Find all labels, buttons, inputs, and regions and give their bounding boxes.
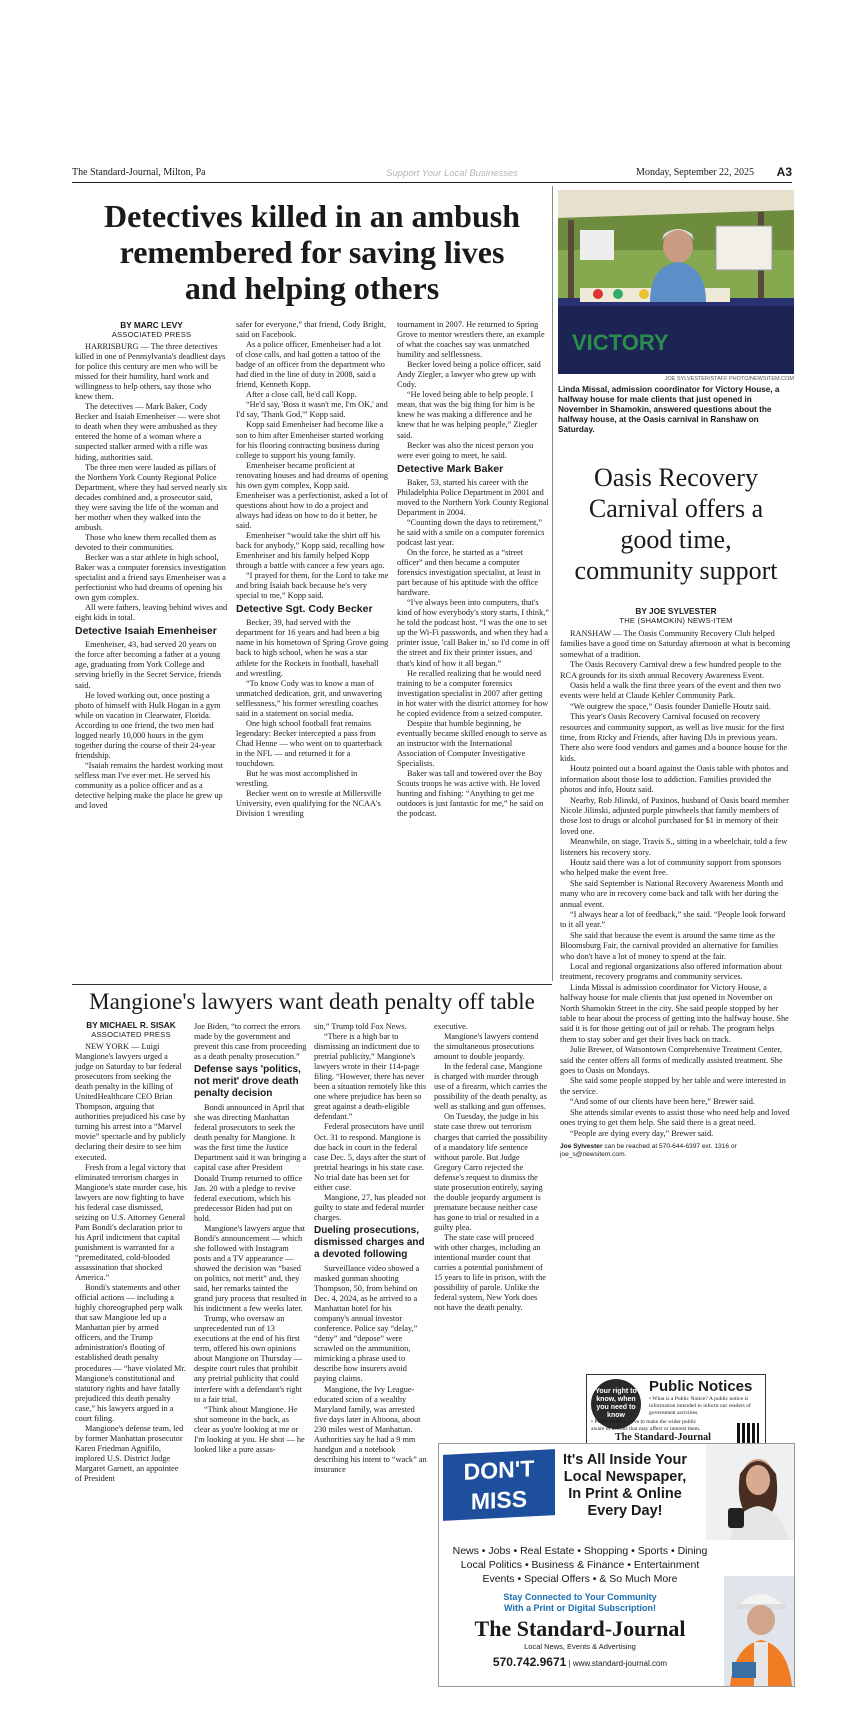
ad-title-2: A THING [452,1513,546,1545]
svg-text:VICTORY: VICTORY [572,330,669,355]
notices-bullet-1: • What is a Public Notice? A public notice is information intended to inform our readers of government activities. [649,1396,751,1416]
contact-details: can be reached at 570-644-6397 ext. 1316 or joe_s@newsitem.com. [560,1142,737,1159]
ad-paper-sub: Local News, Events & Advertising [524,1642,636,1651]
paragraph: Oasis held a walk the first three years of the event and then two events were held at Claude Kehler Community Park. [560,681,781,701]
photo-credit: JOE SYLVESTER/STAFF PHOTO/NEWSITEM.COM [664,376,794,382]
paragraph: In the federal case, Mangione is charged with murder through use of a firearm, which carries the possibility of the death penalty, as well as stalking and gun offenses. [434,1062,548,1112]
paragraph: Becker, 39, had served with the department for 16 years and had been a big name in his hometown of Spring Grove going back to high school, when he was a star athlete for the Rockets in football, baseball and wrestling. [236,618,389,678]
story3-column-1 [75,1020,187,1484]
header-date: Monday, September 22, 2025 [636,167,754,178]
paragraph: After a close call, he'd call Kopp. [246,390,357,400]
paragraph: He recalled realizing that he would need training to be a computer forensics investigation specialist in 2007 after getting in hot water with the district attorney for how he copied evidence from a seized computer. [397,668,549,718]
photo-caption: Linda Missal, admission coordinator for Victory House, a halfway house for male clients that just opened in November in Shamokin, answered questions about the halfway house, at the Oasis carnival in Ranshaw on Saturday. [558,385,780,434]
contact-name: Joe Sylvester [560,1142,603,1150]
paragraph: On Tuesday, the judge in his state case threw out terrorism charges that carried the possibility of a mandatory life sentence without parole. But Judge Gregory Carro rejected the defense's request to dismiss the state prosecution entirely, saying the double jeopardy argument is premature because neither case has gone to trial or resulted in a guilty plea. [434,1112,548,1232]
paragraph: Becker was a star athlete in high school, Baker was a computer forensics investigation specialist and a friend says Emenheiser was a perfectionist who had dreams of opening his own gym complex. [75,552,226,603]
paragraph: Bondi's statements and other official actions — including a highly choreographed perp walk that saw Mangione led up a Manhattan pier by armed officers, and the Trump administration's flouting of established death penalty procedures — “have violated Mr. Mangione's constitutional and statutory rights and have fatally prejudiced this death penalty case,” his lawyers argued in a court filing. [75,1283,186,1423]
paragraph: On the force, he started as a “street officer” and then became a computer forensics investigation specialist, at least in part because of his aptitude with the office hardware. [397,547,541,598]
notices-title: Public Notices [649,1378,753,1395]
paragraph: “I've always been into computers, that's kind of how everybody's story starts, I think,” he told the podcast host. “I was the one to set up the Wi-Fi passwords, and when they had a printer issue, 'call Baker in,' so I'd come in off the street and fix their printer issues, and that's kind of how it all began.” [397,598,550,668]
paragraph: “People are dying every day,” Brewer said. [570,1128,714,1138]
notices-bullet-2: • Public notices serve to make the wider public aware of actions that may affect or interest them. [591,1419,701,1432]
paragraph: “There is a high bar to dismissing an indictment due to pretrial publicity,” Mangione's lawyers wrote in their 114-page filing. “However, there has never been a situation remotely like this one where prejudice has been so great against a death-eligible defendant.” [314,1032,427,1122]
story1-subhead-baker: Detective Mark Baker [397,462,504,475]
paragraph: tournament in 2007. He returned to Spring Grove to mentor wrestlers there, an example of what the coaches say was unmatched humility and selflessness. [397,320,545,360]
paragraph: “And some of our clients have been here,” Brewer said. [570,1097,755,1107]
story3-col3a [314,1022,427,1223]
paragraph: NEW YORK — Luigi Mangione's lawyers urged a judge on Saturday to bar federal prosecutors from seeking the death penalty in the killing of UnitedHealthcare CEO Brian Thompson, arguing that authorities prejudiced his case by turning his arrest into a “Marvel movie” spectacle and by publicly declaring their desire to see him executed. [75,1042,186,1162]
paragraph: Baker was tall and towered over the Boy Scouts troops he was active with. He loved hunting and fishing: “Anything to get me outdoors is just fantastic for me,” he said on the podcast. [397,769,544,819]
paragraph: Trump, who oversaw an unprecedented run of 13 executions at the end of his first term, offered his own opinions about Mangione on Thursday — despite court rules that prohibit any pretrial publicity that could interfere with a defendant's right to a fair trial. [194,1314,303,1404]
paragraph: “Counting down the days to retirement,” he said with a smile on a computer forensics podcast last year. [397,517,545,547]
paragraph: Nearby, Rob Jilinski, of Paxinos, husband of Oasis board member Nicole Jilinski, adjusted purple pinwheels that family members of those lost to drugs or alcohol purchased for $1 in memory of their loved one. [560,795,789,836]
story1-column-3 [397,320,550,819]
paragraph: Those who knew them recalled them as devoted to their communities. [75,532,217,552]
paragraph: She said September is National Recovery Awareness Month and many who are in recovery come back and talk with her during the annual event. [560,878,784,909]
paragraph: Bondi announced in April that she was directing Manhattan federal prosecutors to seek the death penalty for Mangione. It was the first time the Justice Department said it was bringing a capital case after President Donald Trump returned to office Jan. 20 with a pledge to revive federal executions, which his predecessor Biden had put on hold. [194,1103,307,1223]
ad-list-3: Events • Special Offers • & So Much More [482,1573,678,1585]
paragraph: “Think about Mangione. He shot someone in the back, as clear as you're looking at me or I'm looking at you. He shot — he looked like a pure assas- [194,1404,305,1454]
subscription-ad[interactable] [438,1443,795,1687]
story1-column-1 [75,320,228,811]
paragraph: Becker loved being a police officer, said Andy Ziegler, a lawyer who grew up with Cody. [397,360,541,390]
paragraph: Kopp said Emenheiser had become like a son to him after Emenheiser started working for his flooring contracting business during college to support his young family. [236,420,384,460]
paragraph: “I always hear a lot of feedback,” she said. “People look forward to it all year.” [560,909,786,930]
story1-col3a [397,320,550,461]
ad-list-2: Local Politics • Business & Finance • Entertainment [460,1559,700,1571]
paragraph: Mangione, the Ivy League-educated scion of a wealthy Maryland family, was arrested five days later in Altoona, about 230 miles west of Manhattan. Authorities say he had a 9 mm handgun and a notebook describing his intent to “wack” an insurance [314,1384,427,1474]
story1-col1b [75,640,228,811]
story1-col2a [236,320,389,601]
header-tagline: Support Your Local Businesses [386,168,518,179]
story3-column-2 [194,1022,307,1455]
paragraph: Julie Brewer, of Watsontown Comprehensive Treatment Center, said the center offers all forms of medically assisted treatment. She goes to Oasis on Mondays. [560,1045,783,1076]
ad-woman-photo [706,1444,794,1540]
story1-col1a [75,342,228,623]
story1-col3b [397,478,550,820]
ad-stay-connected [439,1592,721,1614]
ad-tag-3: In Print & Online [568,1486,682,1502]
paragraph: She said some people stopped by her table and were interested in the service. [560,1076,786,1096]
story2-headline: Oasis Recovery Carnival offers a good time, community support [574,463,778,585]
paragraph: The Oasis Recovery Carnival drew a few hundred people to the RCA grounds for its sixth annual Recovery Awareness Event. [560,660,782,680]
story3-byline: BY MICHAEL R. SISAK [86,1020,176,1030]
public-notices-box[interactable] [586,1374,766,1448]
paragraph: Despite that humble beginning, he eventually became skilled enough to serve as an instructor with the International Association of Computer Investigative Specialists. [397,718,547,768]
paragraph: One high school football feat remains legendary: Becker intercepted a pass from Chad Henne — who went on to quarterback in the NFL — and returned it for a touchdown. [236,718,383,768]
paragraph: Emenheiser “would take the shirt off his back for anybody,” Kopp said, recalling how Emenheiser and his family helped Kopp through a battle with cancer a few years ago. [236,530,385,571]
paragraph: But he was most accomplished in wrestling. [236,769,358,789]
story3-column-3 [314,1022,427,1475]
section-divider [72,984,552,985]
story1-subhead-becker: Detective Sgt. Cody Becker [236,603,373,616]
paragraph: Emenheiser became proficient at renovating houses and had dreams of opening his own gym complex, Kopp said. Emenheiser was a perfectionist, asked a lot of questions about how to do a project and always had ideas on how to do it better, he said. [236,460,389,530]
paragraph: All were fathers, leaving behind wives and eight kids in total. [75,603,228,623]
ad-paper-name: The Standard-Journal [474,1616,686,1641]
ad-stay-2: With a Print or Digital Subscription! [504,1603,656,1613]
story2-contact [560,1143,792,1160]
paragraph: Meanwhile, on stage, Travis S., sitting in a wheelchair, told a few listeners his recovery story. [560,837,788,857]
paragraph: Joe Biden, “to correct the errors made by the government and prevent this case from proceeding as a death penalty prosecution.” [194,1022,307,1062]
page-header [72,164,792,182]
header-rule [72,182,792,183]
carnival-photo [558,190,794,374]
paragraph: Baker, 53, started his career with the Philadelphia Police Department in 2001 and moved to the Northern York County Regional Department in 2004. [397,477,549,517]
paper-name: The Standard-Journal, Milton, Pa [72,167,206,178]
paragraph: Becker went on to wrestle at Millersville University, even qualifying for the NCAA's Division 1 wrestling [236,789,382,819]
ad-list-1: News • Jobs • Real Estate • Shopping • Sports • Dining [452,1545,708,1557]
paragraph: safer for everyone,” that friend, Cody Bright, said on Facebook. [236,320,386,340]
paragraph: Emenheiser, 43, had served 20 years on the force after becoming a father at a young age, graduating from York College and serving briefly in the Secret Service, friends said. [75,640,222,690]
paragraph: “He loved being able to help people. I mean, that was the big thing for him is he knew he was making a difference and he knew that he was helping people,” Ziegler said. [397,390,538,440]
story2-byline: BY JOE SYLVESTER [635,606,717,616]
story2-column [560,606,792,1160]
paragraph: “He'd say, 'Boss it wasn't me, I'm OK,' and I'd say, 'Thank God,'” Kopp said. [236,400,388,420]
paragraph: Mangione's lawyers contend the simultaneous prosecutions amount to double jeopardy. [434,1032,539,1062]
story3-col2b [194,1103,307,1455]
paragraph: Local and regional organizations also offered information about treatment, recovery programs and community services. [560,962,782,982]
badge-text: Your right to know, when you need to know [595,1388,637,1419]
ad-stay-1: Stay Connected to Your Community [503,1592,657,1602]
ad-title-1: DON'T MISS [463,1455,535,1515]
paragraph: The three men were lauded as pillars of the Northern York County Regional Police Department, where they had served nearly six decades combined and, a prosecutor said, they were saving the life of the woman and her mother when they walked into the ambush. [75,462,228,532]
ad-tagline [555,1452,695,1520]
story3-col4 [434,1022,548,1313]
notices-paper-name: The Standard-Journal [615,1432,711,1443]
ad-website: | www.standard-journal.com [566,1659,668,1668]
paragraph: Becker was also the nicest person you were ever going to meet, he said. [397,440,534,460]
story3-subhead-defense: Defense says 'politics, not merit' drove death penalty decision [194,1064,301,1100]
paragraph: Federal prosecutors have until Oct. 31 to respond. Mangione is due back in court in the federal case Dec. 5, days after the start of pretrial hearings in his state case. No trial date has been set for either case. [314,1122,427,1192]
paragraph: Houtz pointed out a board against the Oasis table with photos and information about those lost to addiction. Families provided the photos and info, Houtz said. [560,764,789,795]
story1-headline: Detectives killed in an ambush remembered for saving lives and helping others [103,198,521,306]
page-number: A3 [776,165,792,179]
paragraph: “I prayed for them, for the Lord to take me and bring Isaiah back because he's very special to me,” Kopp said. [236,571,389,601]
paragraph: “Isaiah remains the hardest working most selfless man I've ever met. He served his community as a police officer and as a detective helping make the place he grew up and loved [75,760,224,811]
paragraph: As a police officer, Emenheiser had a lot of close calls, and had gotten a tattoo of the badge of an officer from the department who had died in the line of duty in 2008, said a friend, Kenneth Kopp. [236,340,385,390]
paragraph: The detectives — Mark Baker, Cody Becker and Isaiah Emenheiser — were shot to death when they were ambushed as they entered the home of a woman where a suspected stalker armed with a rifle was hiding, authorities said. [75,402,221,462]
ad-man-photo [724,1576,794,1686]
ad-phone: 570.742.9671 [492,1655,567,1669]
story1-col2b [236,618,389,819]
story2-body [560,629,792,1139]
column-divider [552,186,553,981]
paragraph: The state case will proceed with other charges, including an intentional murder count that carries a potential punishment of 15 years to life in prison, with the possibility of parole. Unlike the federal system, New York does not have the death penalty. [434,1232,546,1313]
story3-org: ASSOCIATED PRESS [91,1030,171,1039]
paragraph: Mangione's lawyers argue that Bondi's announcement — which she followed with Instagram posts and a TV appearance — showed the decision was “based on politics, not merit” and, they said, her remarks tainted the grand jury process that resulted in his indictment a few weeks later. [194,1223,307,1314]
paragraph: Linda Missal is admission coordinator for Victory House, a halfway house for male clients that just opened in November on North Shamokin Street in the city. She said people stopped by her table to hear about the process of getting into the halfway house. She said it is for those getting out of jail or rehab. The program helps them to stay sober and get their lives back on track. [560,982,789,1044]
ad-categories [439,1544,721,1586]
paragraph: She attends similar events to assist those who need help and loved ones trying to get them help. She said there is a great need. [560,1107,790,1128]
paragraph: She said that because the event is around the same time as the Bloomsburg Fair, the carnival provided an alternative for families who don't have a lot of money to spend at the fair. [560,930,779,961]
ad-tag-1: It's All Inside Your [562,1452,688,1468]
story2-org: THE (SHAMOKIN) NEWS-ITEM [619,616,733,625]
paragraph: Mangione's defense team, led by former Manhattan prosecutor Karen Friedman Agnifilo, implored U.S. District Judge Margaret Garnett, an appointee of President [75,1423,184,1484]
paragraph: “We outgrew the space,” Oasis founder Danielle Houtz said. [570,701,771,711]
paragraph: Mangione, 27, has pleaded not guilty to state and federal murder charges. [314,1192,426,1222]
photo-illustration [558,190,794,374]
story3-headline: Mangione's lawyers want death penalty off table [89,989,535,1014]
paragraph: Houtz said there was a lot of community support from sponsors who helped make the event free. [560,857,782,878]
paragraph: RANSHAW — The Oasis Community Recovery Club helped families have a good time on Saturday afternoon at what is becoming somewhat of a tradition. [560,629,791,659]
paragraph: executive. [434,1022,468,1031]
ad-dont-miss-banner [443,1449,555,1545]
paragraph: Fresh from a legal victory that eliminated terrorism charges in Mangione's state murder case, his lawyers are now fighting to have his federal case dismissed, seizing on U.S. Attorney General Pam Bondi's declaration prior to his April indictment that capital punishment is warranted for a “premeditated, cold-blooded assassination that shocked America.” [75,1162,187,1283]
story1-column-2 [236,320,389,819]
qr-code-icon [737,1423,759,1445]
paragraph: Surveillance video showed a masked gunman shooting Thompson, 50, from behind on Dec. 4, 2024, as he arrived to a Manhattan hotel for his company's annual investor conference. Police say “delay,” “deny” and “depose” were scrawled on the ammunition, mimicking a phrase used to describe how insurers avoid paying claims. [314,1263,420,1384]
ad-contact [439,1653,721,1671]
paragraph: sin,” Trump told Fox News. [314,1022,407,1031]
story3-column-4 [434,1022,548,1313]
ad-tag-2: Local Newspaper, [563,1469,687,1485]
story3-col1 [75,1042,187,1484]
story3-col2a [194,1022,307,1062]
story3-col3b [314,1264,427,1475]
story1-subhead-emenheiser: Detective Isaiah Emenheiser [75,625,217,638]
story1-org: ASSOCIATED PRESS [111,330,192,339]
paragraph: He loved working out, once posting a photo of himself with Hulk Hogan in a gym while on vacation in Clearwater, Florida. According to one friend, the two men had logged nearly 10,000 hours in the gym together during the course of their 24-year friendship. [75,690,221,760]
paragraph: “To know Cody was to know a man of unmatched dedication, grit, and unwavering selflessness,” his former wrestling coaches said in a statement on social media. [236,678,383,718]
paragraph: This year's Oasis Recovery Carnival focused on recovery resources and community support, as well as live music for the first time, from Ricky and Friends, after having DJs in previous years. There also were food vendors and games and a bounce house for the kids. [560,712,788,763]
paragraph: HARRISBURG — The three detectives killed in one of Pennsylvania's deadliest days for police this century are men who will be missed for their humility, hard work and willingness to help others, say those who knew them. [75,342,226,402]
story1-byline: BY MARC LEVY [120,320,183,330]
story3-subhead-dueling: Dueling prosecutions, dismissed charges and a devoted following [314,1224,425,1260]
ad-tag-4: Every Day! [587,1503,663,1519]
